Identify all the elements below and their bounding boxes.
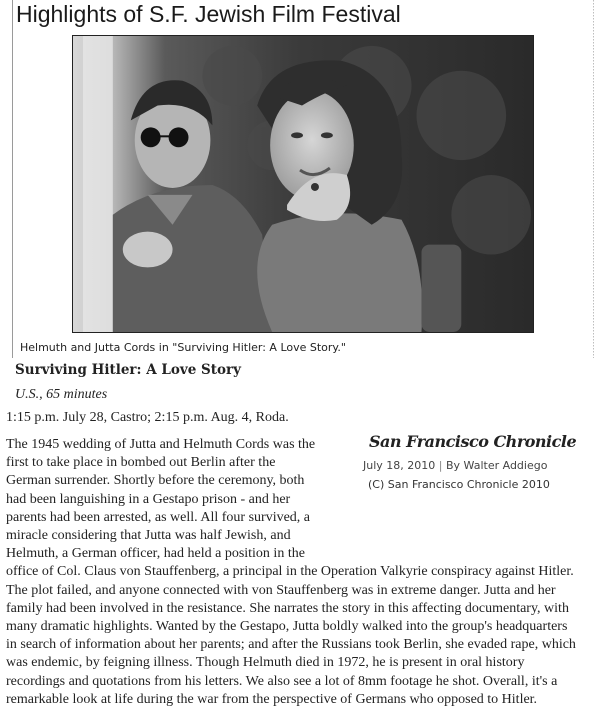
film-title: Surviving Hitler: A Love Story xyxy=(15,362,241,378)
film-meta: U.S., 65 minutes xyxy=(15,387,108,402)
article-line: parents had been arrested, as well. All four survived, a xyxy=(6,509,311,525)
article-line: German surrender. Shortly before the ceremony, both xyxy=(6,473,305,489)
article-line: recordings and quotations from his letters. We also see a lot of 8mm footage he shot. Overall, it's a xyxy=(6,673,558,689)
photo-illustration xyxy=(73,36,533,332)
article-body xyxy=(6,436,576,709)
article-line: many dramatic highlights. Wanted by the Gestapo, Jutta boldly walked into the group's headquarters xyxy=(6,619,568,635)
frame-right-dotted-border xyxy=(593,0,594,358)
page-title: Highlights of S.F. Jewish Film Festival xyxy=(16,1,401,27)
copyright-notice: (C) San Francisco Chronicle 2010 xyxy=(368,478,550,491)
newspaper-masthead-logo: San Francisco Chronicle xyxy=(369,432,577,451)
author-byline: By Walter Addiego xyxy=(445,459,548,472)
article-line: in search of information about her parents; and after the Russians took Berlin, she evaded rape, which xyxy=(6,637,576,653)
screening-times: 1:15 p.m. July 28, Castro; 2:15 p.m. Aug. 4, Roda. xyxy=(6,410,289,425)
frame-left-border xyxy=(12,0,13,358)
article-line: family had been involved in the resistance. She narrates the story in this affecting documentary, with xyxy=(6,600,569,616)
film-still-photo xyxy=(72,35,534,333)
article-line: The plot failed, and anyone connected with von Stauffenberg was in extreme danger. Jutta and her xyxy=(6,582,556,598)
article-line: was endemic, by feigning illness. Though Helmuth died in 1972, he is present in oral history xyxy=(6,655,525,671)
article-line: first to take place in bombed out Berlin after the xyxy=(6,455,276,471)
article-line: office of Col. Claus von Stauffenberg, a principal in the Operation Valkyrie conspiracy against Hitler. xyxy=(6,564,574,580)
article-line: remarkable look at life during the war from the perspective of Germans who opposed to Hitler. xyxy=(6,691,538,707)
article-line: Helmuth, a German officer, had held a position in the xyxy=(6,546,305,562)
photo-caption: Helmuth and Jutta Cords in "Surviving Hitler: A Love Story." xyxy=(20,341,346,354)
article-line: had been languishing in a Gestapo prison - and her xyxy=(6,491,291,507)
article-date: July 18, 2010 xyxy=(363,459,436,472)
article-line: miracle considering that Jutta was half Jewish, and xyxy=(6,528,291,544)
byline-separator: | xyxy=(438,459,443,472)
article-line: The 1945 wedding of Jutta and Helmuth Cords was the xyxy=(6,437,316,452)
